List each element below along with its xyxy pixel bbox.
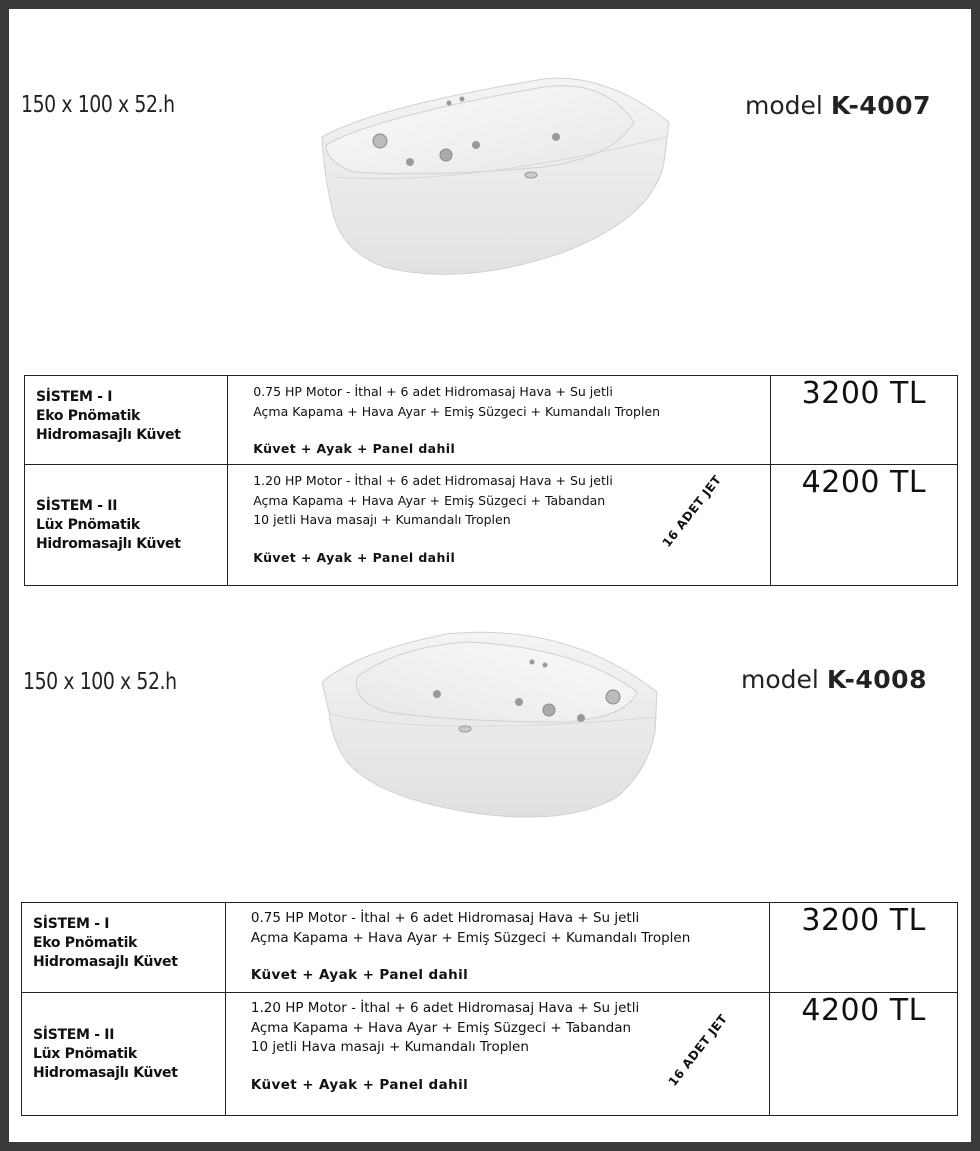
system-subtitle: Hidromasajlı Küvet [36,427,181,443]
description-line: 1.20 HP Motor - İthal + 6 adet Hidromasaj Hava + Su jetli [253,473,613,488]
catalog-page [9,9,971,1142]
model-code: K-4008 [826,665,927,694]
description-line: Açma Kapama + Hava Ayar + Emiş Süzgeci + Tabandan [250,1019,632,1036]
system-description-cell [225,993,769,1116]
dimensions-k4007: 150 x 100 x 52.h [21,92,175,118]
table-row [22,993,958,1116]
jet-count-badge: 16 ADET JET [665,1011,731,1089]
system-name-cell [25,465,228,586]
bathtub-image-k4008 [317,622,667,827]
table-row [25,465,958,586]
model-label: model [741,665,819,694]
price-cell: 3200 TL [770,903,958,993]
included-items: Küvet + Ayak + Panel dahil [253,441,456,456]
dimensions-k4008: 150 x 100 x 52.h [23,669,177,695]
system-subtitle: Hidromasajlı Küvet [33,954,178,970]
description-line: 10 jetli Hava masajı + Kumandalı Troplen [253,512,511,527]
price-cell: 4200 TL [770,993,958,1116]
description-line: Açma Kapama + Hava Ayar + Emiş Süzgeci + Kumandalı Troplen [250,929,691,946]
jet-count-badge: 16 ADET JET [659,472,725,550]
system-subtitle: Hidromasajlı Küvet [33,1064,178,1081]
system-type: Lüx Pnömatik [33,1045,137,1062]
spec-table-k4008 [21,902,958,1116]
description-line: Açma Kapama + Hava Ayar + Emiş Süzgeci + Kumandalı Troplen [253,403,661,419]
table-row [22,903,958,993]
description-line: 0.75 HP Motor - İthal + 6 adet Hidromasaj Hava + Su jetli [253,384,613,399]
system-subtitle: Hidromasajlı Küvet [36,535,181,552]
spec-table-k4007 [24,375,958,586]
table-row [25,376,958,465]
system-description-cell [228,465,771,586]
system-description-cell [225,903,769,993]
system-title: SİSTEM - II [36,497,118,514]
model-title-k4007 [745,91,931,120]
description-line: 1.20 HP Motor - İthal + 6 adet Hidromasaj Hava + Su jetli [250,1000,640,1016]
system-title: SİSTEM - II [33,1026,115,1043]
system-name-cell [25,376,228,465]
model-title-k4008 [741,665,927,694]
description-line: 0.75 HP Motor - İthal + 6 adet Hidromasaj Hava + Su jetli [250,910,640,926]
description-line: 10 jetli Hava masajı + Kumandalı Troplen [250,1039,529,1055]
system-title: SİSTEM - I [33,916,110,932]
system-type: Eko Pnömatik [36,408,141,424]
system-description-cell [228,376,771,465]
model-code: K-4007 [830,91,931,120]
system-type: Lüx Pnömatik [36,516,140,533]
system-type: Eko Pnömatik [33,935,138,951]
system-title: SİSTEM - I [36,389,113,405]
model-label: model [745,91,823,120]
price-cell: 4200 TL [770,465,957,586]
included-items: Küvet + Ayak + Panel dahil [250,1076,469,1093]
bathtub-image-k4007 [314,67,674,282]
included-items: Küvet + Ayak + Panel dahil [250,967,469,983]
system-name-cell [22,903,226,993]
description-line: Açma Kapama + Hava Ayar + Emiş Süzgeci + Tabandan [253,492,606,508]
included-items: Küvet + Ayak + Panel dahil [253,549,456,565]
system-name-cell [22,993,226,1116]
price-cell: 3200 TL [770,376,957,465]
